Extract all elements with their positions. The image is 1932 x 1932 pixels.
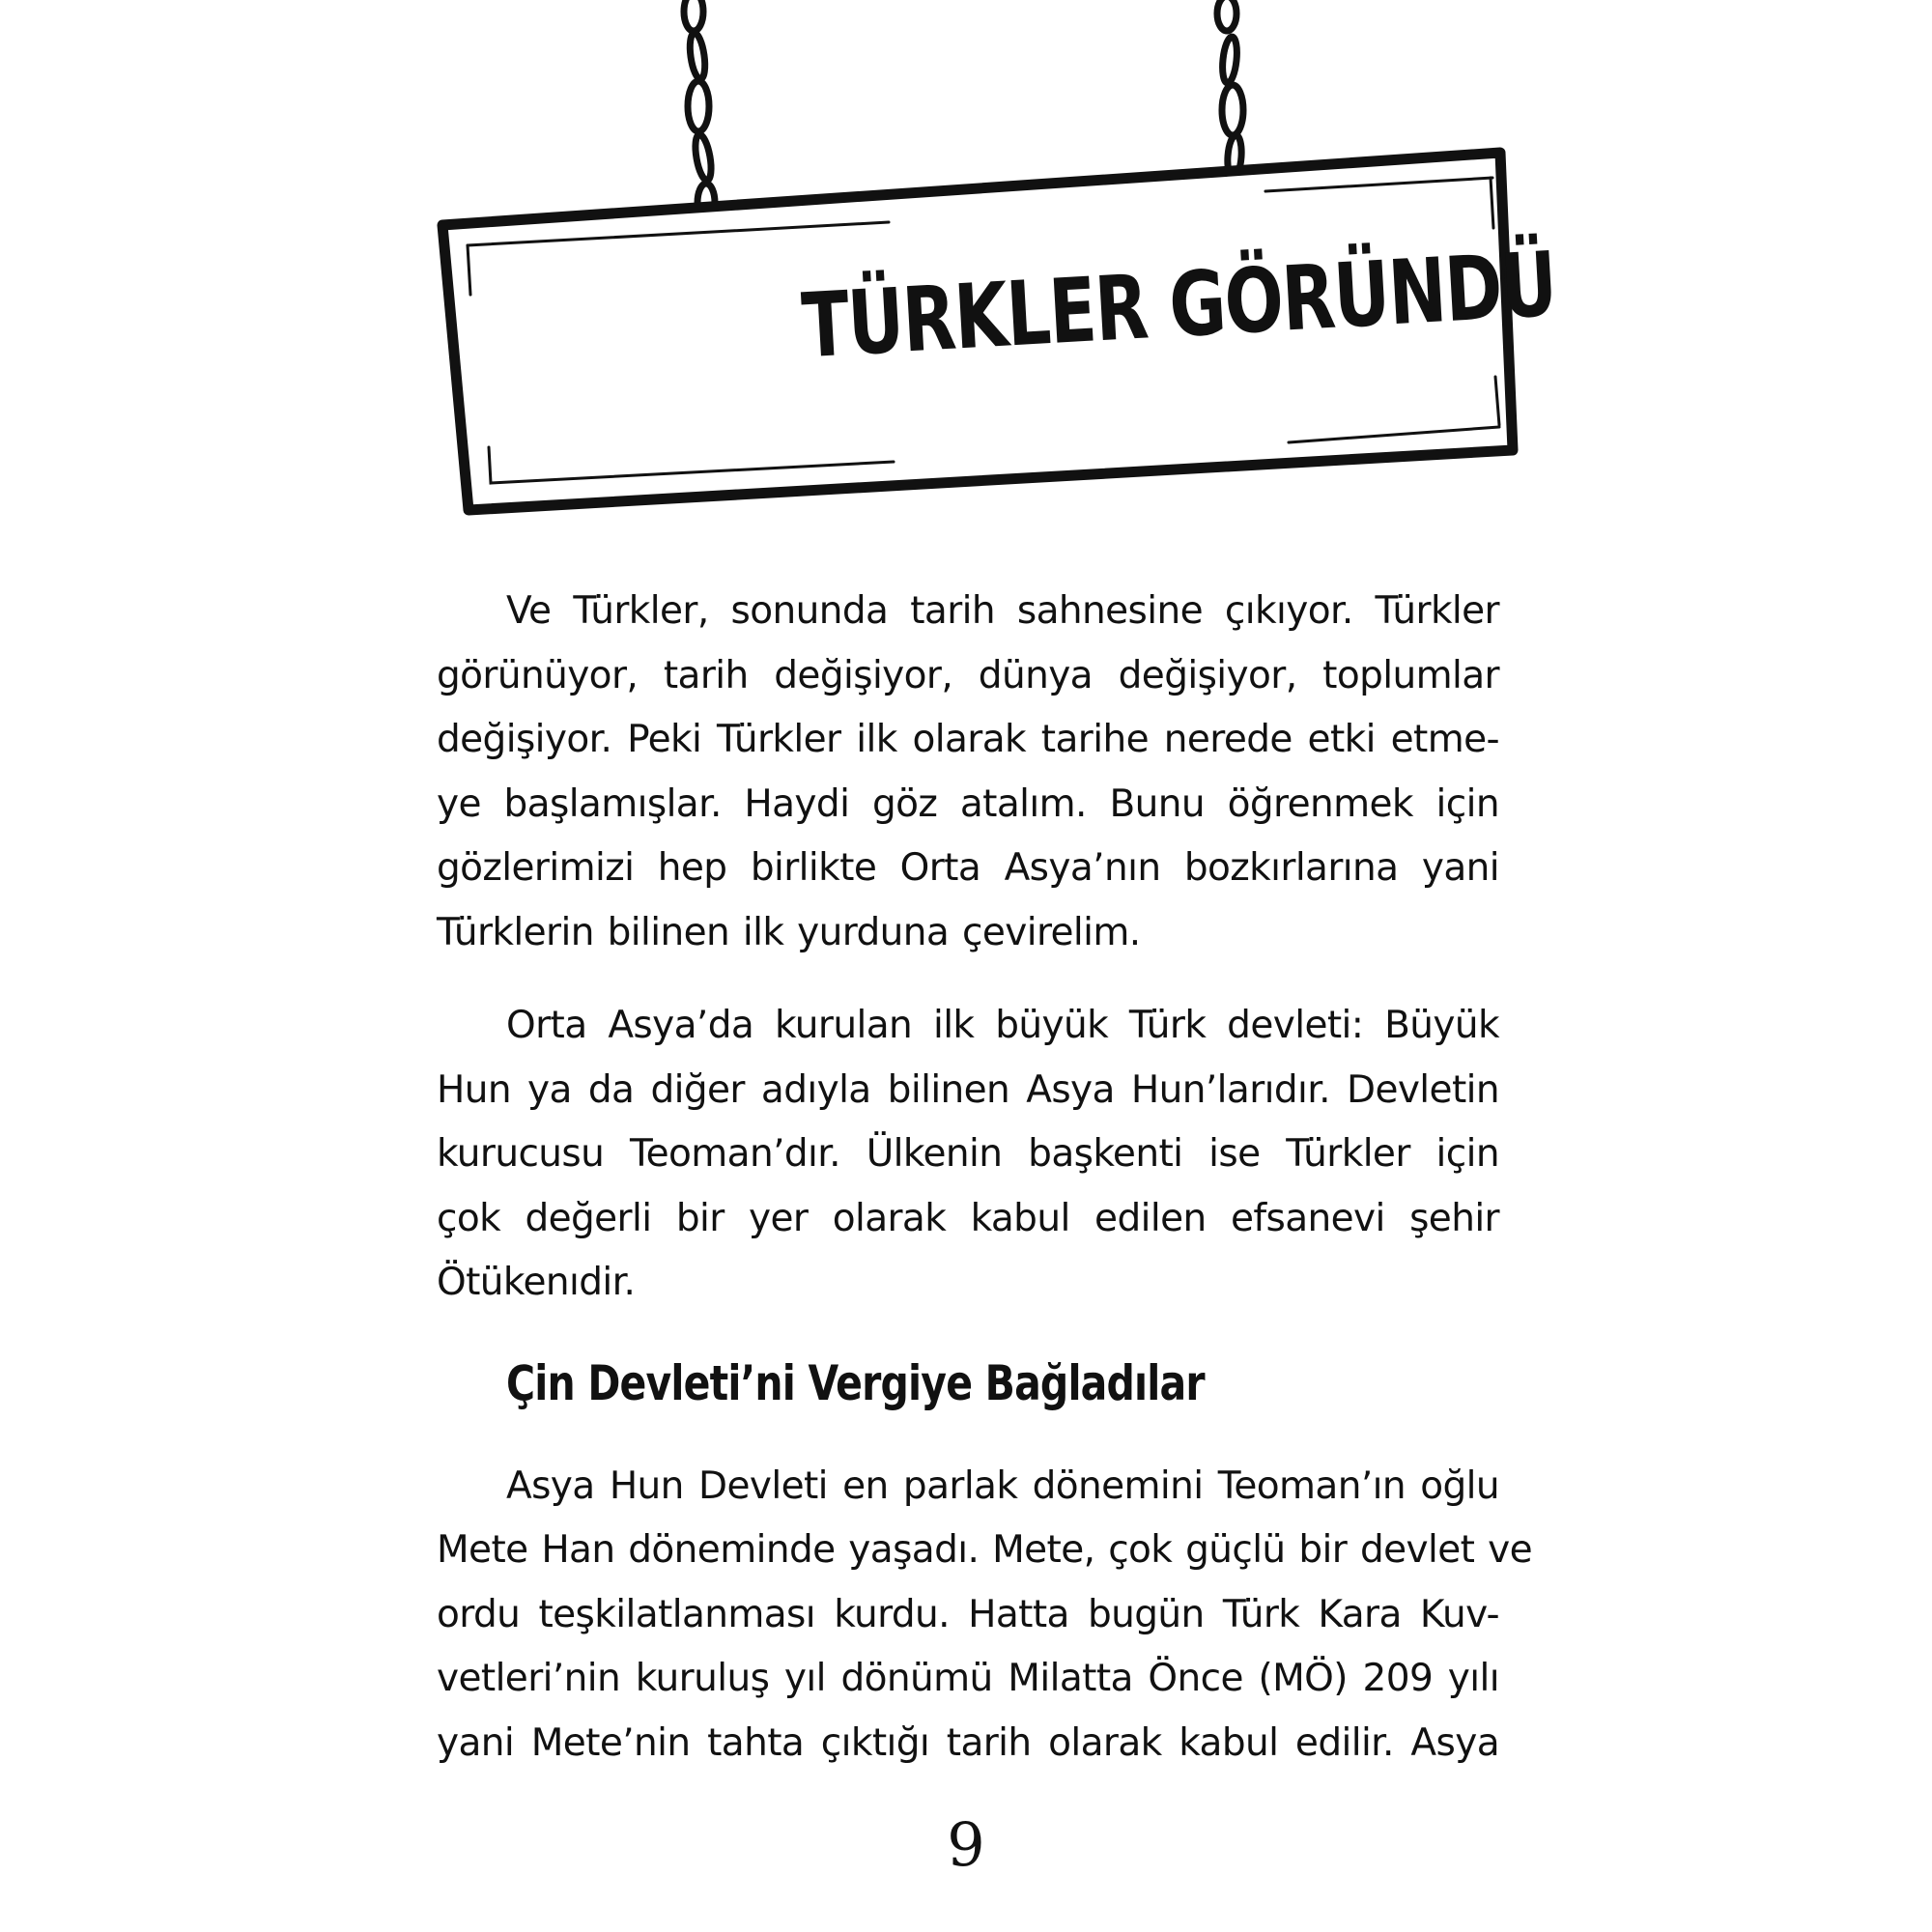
left-chain (684, 0, 715, 235)
paragraph-line: Orta Asya’da kurulan ilk büyük Türk devleti: Büyük (506, 1004, 1499, 1047)
paragraph-line: Mete Han döneminde yaşadı. Mete, çok güçlü bir devlet ve (437, 1528, 1532, 1572)
paragraph-line: yani Mete’nin tahta çıktığı tarih olarak kabul edilir. Asya (437, 1720, 1499, 1765)
section-heading-text: Çin Devleti’ni Vergiye Bağladılar (506, 1354, 1205, 1411)
paragraph-line: değişiyor. Peki Türkler ilk olarak tarihe nerede etki etme- (437, 718, 1499, 761)
section-heading (506, 1337, 1499, 1430)
paragraph-line: Ötükenıdir. (437, 1261, 636, 1304)
paragraph-line: gözlerimizi hep birlikte Orta Asya’nın bozkırlarına yani (437, 846, 1499, 890)
paragraph-line: çok değerli bir yer olarak kabul edilen efsanevi şehir (437, 1196, 1499, 1240)
paragraph-3 (437, 1455, 1532, 1776)
paragraph-line: ordu teşkilatlanması kurdu. Hatta bugün Türk Kara Kuv- (437, 1592, 1499, 1636)
paragraph-line: ye başlamışlar. Haydi göz atalım. Bunu öğrenmek için (437, 781, 1499, 826)
paragraph-1 (437, 580, 1499, 965)
chapter-title-text: TÜRKLER GÖRÜNDÜ (799, 232, 1559, 379)
page-number: 9 (947, 1809, 985, 1880)
body-content (437, 580, 1532, 1776)
paragraph-line: görünüyor, tarih değişiyor, dünya değişiyor, toplumlar (437, 653, 1499, 697)
paragraph-line: Asya Hun Devleti en parlak dönemini Teoman’ın oğlu (506, 1463, 1499, 1508)
paragraph-line: Hun ya da diğer adıyla bilinen Asya Hun’larıdır. Devletin (437, 1067, 1499, 1112)
paragraph-line: Ve Türkler, sonunda tarih sahnesine çıkıyor. Türkler (506, 589, 1499, 633)
paragraph-2 (437, 994, 1499, 1316)
paragraph-line: Türklerin bilinen ilk yurduna çevirelim. (437, 910, 1141, 954)
paragraph-line: vetleri’nin kuruluş yıl dönümü Milatta Önce (MÖ) 209 yılı (437, 1657, 1499, 1700)
paragraph-line: kurucusu Teoman’dır. Ülkenin başkenti ise Türkler için (437, 1132, 1499, 1176)
